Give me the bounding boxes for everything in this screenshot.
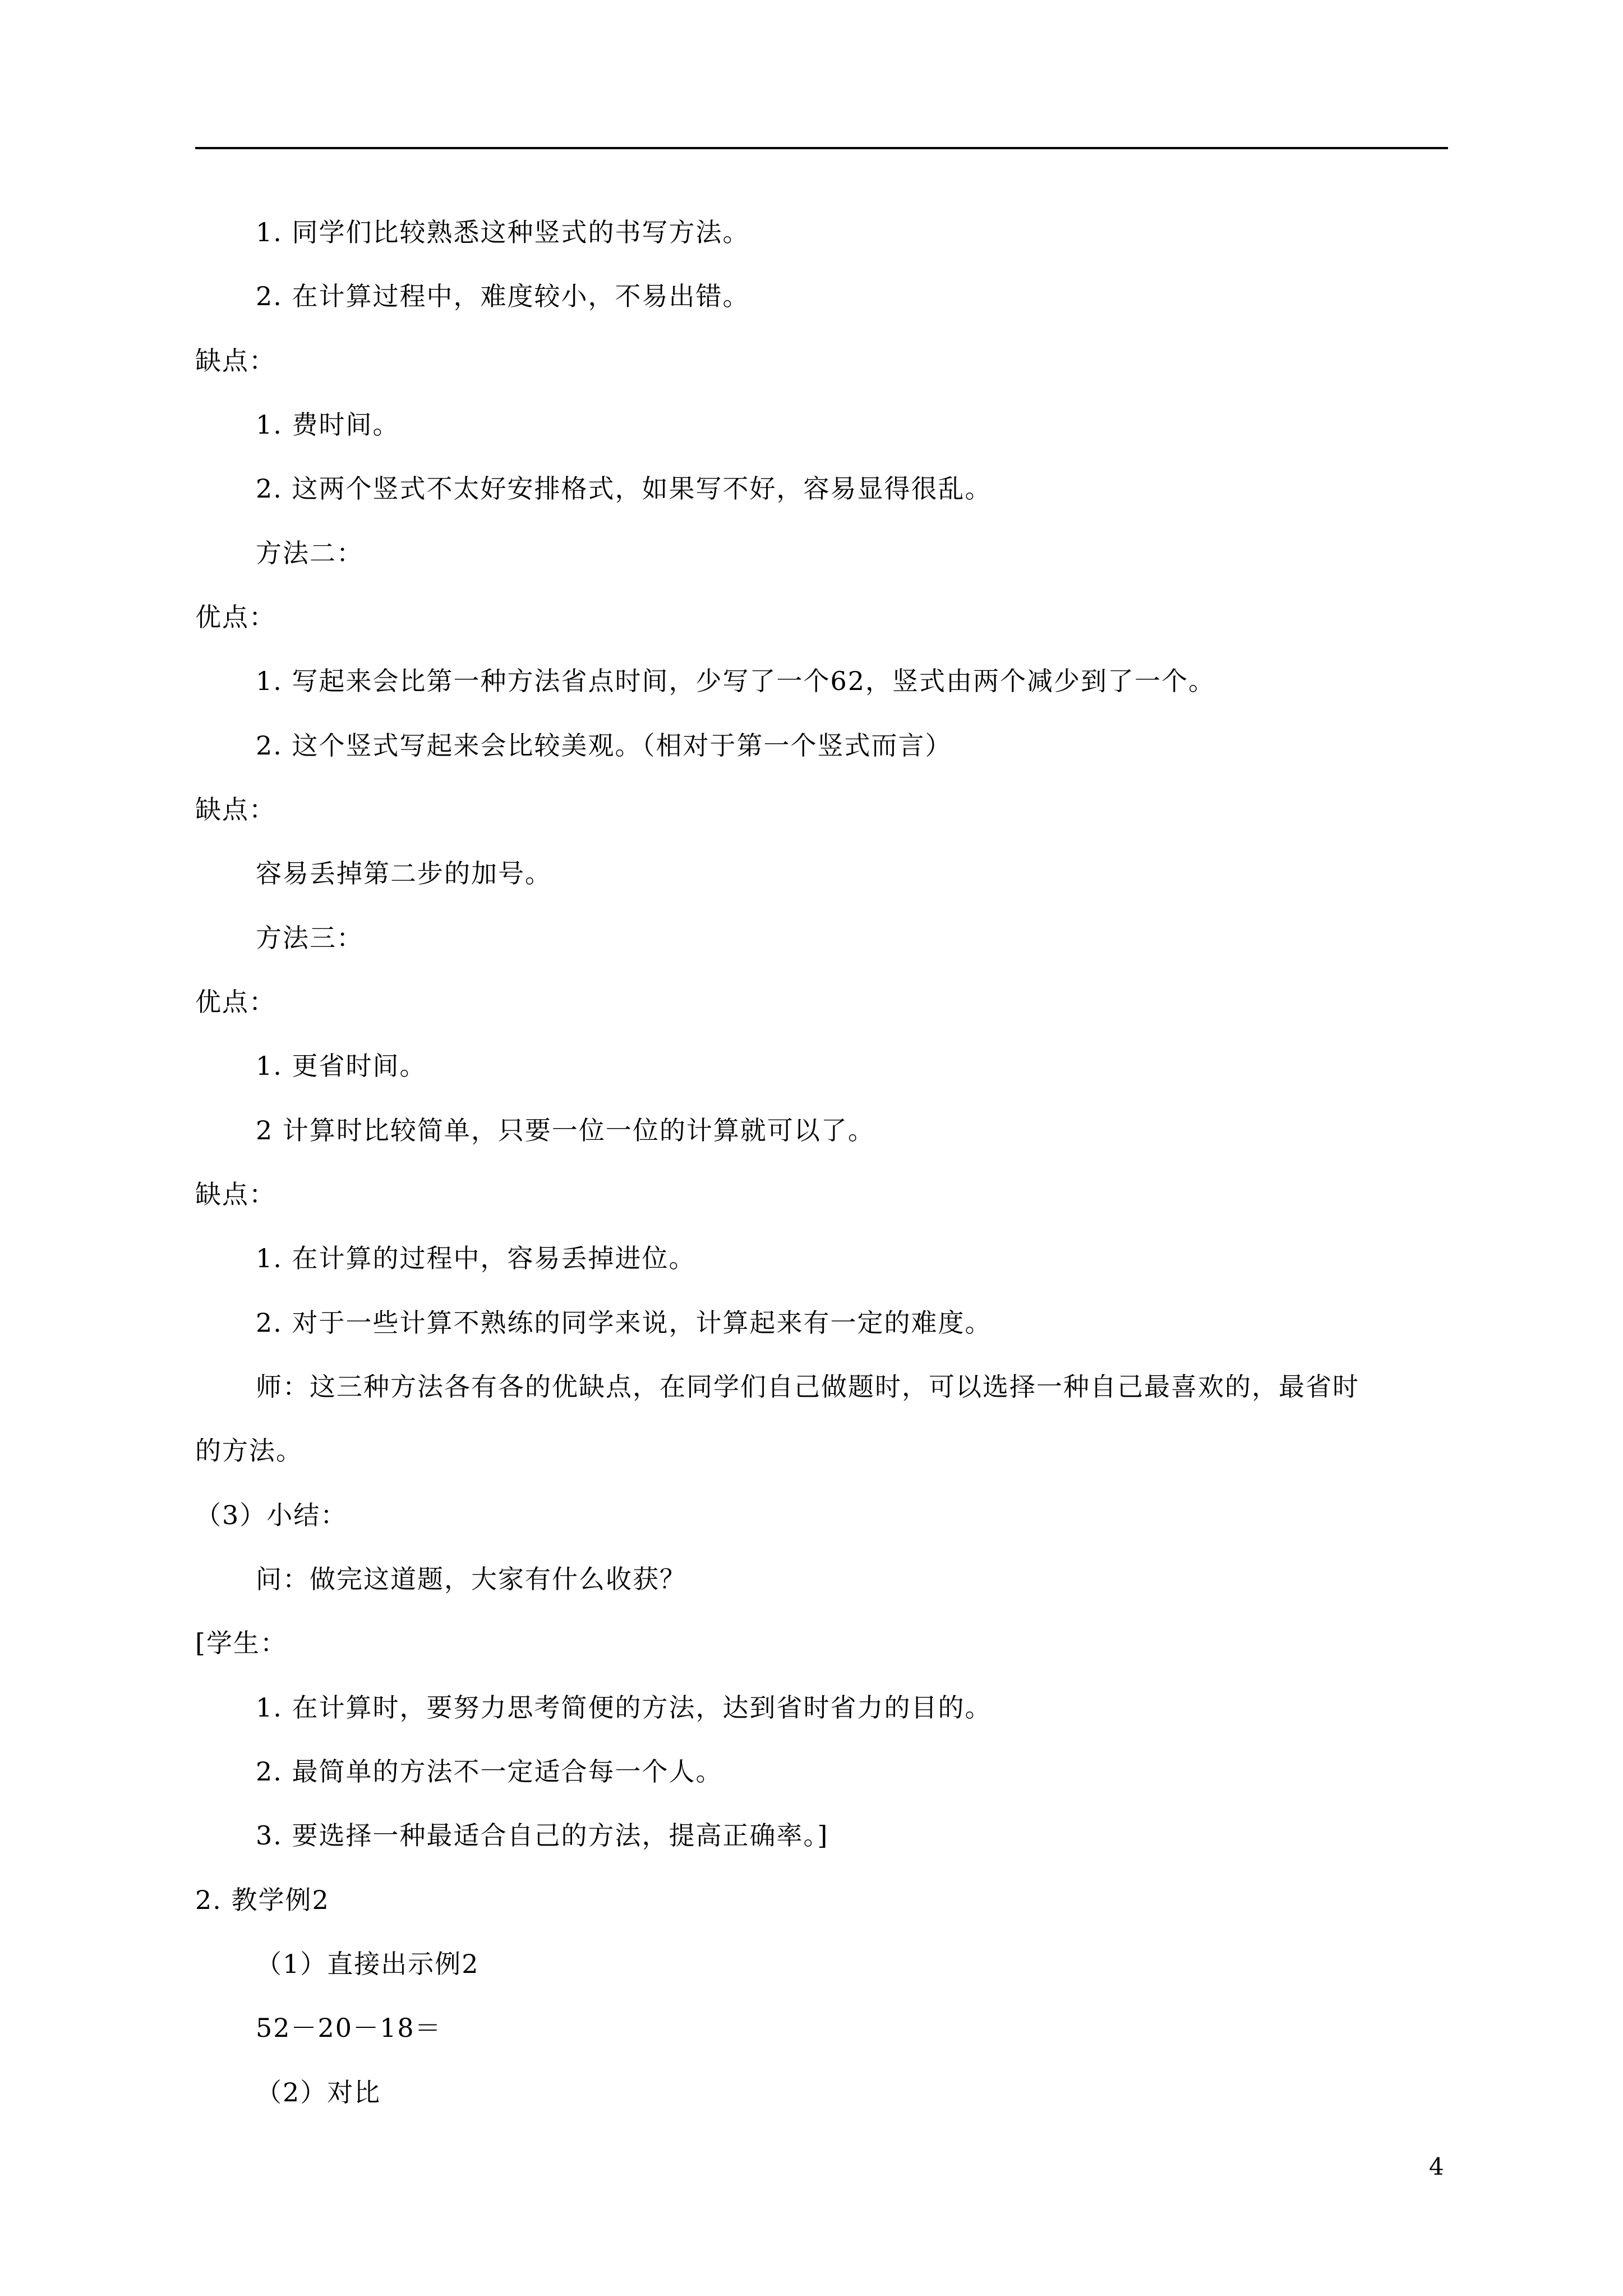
text-line: 优点： [195, 987, 276, 1017]
text-line: （2）对比 [256, 2077, 381, 2108]
text-line: 52－20－18＝ [256, 2013, 442, 2043]
text-line: [学生： [195, 1628, 287, 1658]
text-line: 2. 这两个竖式不太好安排格式，如果写不好，容易显得很乱。 [256, 473, 992, 504]
page-number: 4 [1429, 2153, 1444, 2180]
text-line: 1. 在计算的过程中，容易丢掉进位。 [256, 1243, 696, 1273]
header-rule [195, 147, 1448, 149]
text-line: 方法二： [256, 538, 363, 568]
text-line: （3）小结： [195, 1500, 348, 1530]
text-line: 容易丢掉第二步的加号。 [256, 858, 552, 889]
text-line: 1. 写起来会比第一种方法省点时间，少写了一个62，竖式由两个减少到了一个。 [256, 666, 1216, 696]
text-line: 1. 在计算时，要努力思考简便的方法，达到省时省力的目的。 [256, 1692, 992, 1723]
text-line: （1）直接出示例2 [256, 1949, 479, 1979]
text-line: 3. 要选择一种最适合自己的方法，提高正确率。] [256, 1820, 829, 1851]
text-line: 的方法。 [195, 1435, 303, 1466]
text-line: 方法三： [256, 923, 363, 953]
text-line: 2. 在计算过程中，难度较小，不易出错。 [256, 281, 750, 311]
text-line: 2. 对于一些计算不熟练的同学来说，计算起来有一定的难度。 [256, 1308, 992, 1338]
text-line: 缺点： [195, 794, 276, 825]
text-line: 2. 教学例2 [195, 1885, 330, 1915]
text-line: 问：做完这道题，大家有什么收获？ [256, 1564, 686, 1594]
text-line: 2. 这个竖式写起来会比较美观。（相对于第一个竖式而言） [256, 730, 952, 761]
text-line: 师：这三种方法各有各的优缺点，在同学们自己做题时，可以选择一种自己最喜欢的，最省时 [256, 1372, 1359, 1402]
text-line: 2. 最简单的方法不一定适合每一个人。 [256, 1756, 723, 1787]
text-line: 1. 同学们比较熟悉这种竖式的书写方法。 [256, 217, 750, 247]
text-line: 1. 费时间。 [256, 409, 400, 440]
text-line: 1. 更省时间。 [256, 1051, 427, 1081]
text-line: 2 计算时比较简单，只要一位一位的计算就可以了。 [256, 1115, 875, 1145]
text-line: 优点： [195, 602, 276, 632]
text-line: 缺点： [195, 346, 276, 376]
text-line: 缺点： [195, 1179, 276, 1209]
